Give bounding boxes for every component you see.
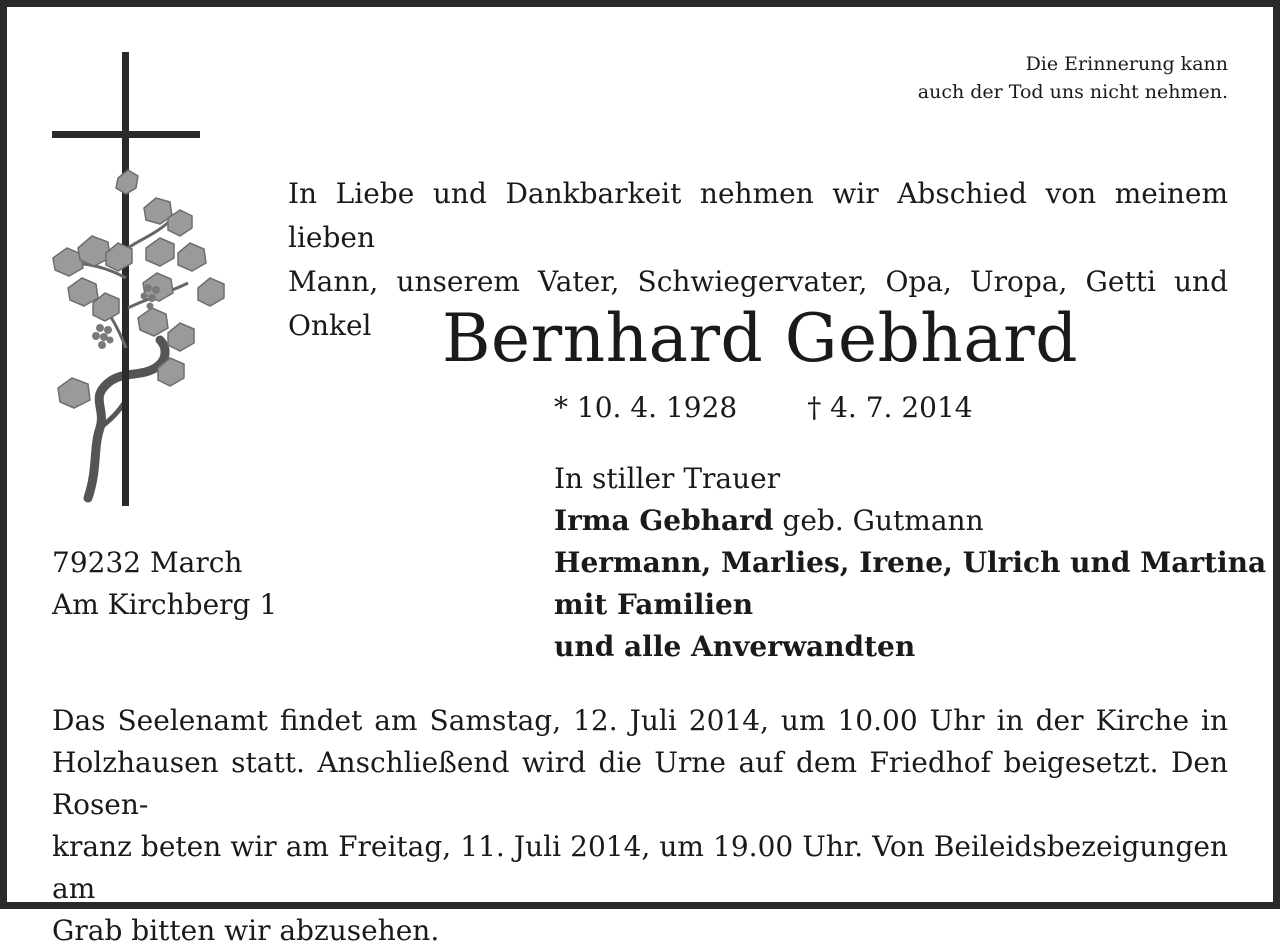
address-block	[52, 542, 277, 626]
intro-line: Mann, unserem Vater, Schwiegervater, Opa, Uropa, Getti und Onkel	[288, 265, 1228, 342]
motto	[918, 50, 1228, 106]
notice-line: kranz beten wir am Freitag, 11. Juli 2014, um 19.00 Uhr. Von Beileidsbezeigungen am	[52, 830, 1228, 905]
intro-line: In Liebe und Dankbarkeit nehmen wir Abschied von meinem lieben	[288, 177, 1228, 254]
address-street: Am Kirchberg 1	[52, 588, 278, 621]
widow-maiden-name: geb. Gutmann	[773, 504, 984, 537]
widow-row	[554, 500, 1266, 542]
mourning-heading: In stiller Trauer	[554, 462, 781, 495]
service-notice	[52, 700, 1228, 952]
children-names: Hermann, Marlies, Irene, Ulrich und Martina	[554, 546, 1267, 579]
address-city: 79232 March	[52, 546, 243, 579]
relatives-row: und alle Anverwandten	[554, 630, 916, 663]
widow-name: Irma Gebhard	[554, 504, 774, 537]
cross-with-grapevine-icon	[48, 48, 238, 510]
motto-line: Die Erinnerung kann	[1025, 53, 1228, 75]
notice-line: Holzhausen statt. Anschließend wird die Urne auf dem Friedhof beigesetzt. Den Rosen-	[52, 746, 1228, 821]
mourners-block	[554, 458, 1266, 668]
death-date: † 4. 7. 2014	[807, 391, 973, 424]
birth-date: * 10. 4. 1928	[554, 391, 738, 424]
life-dates	[554, 386, 973, 430]
notice-line: Grab bitten wir abzusehen.	[52, 914, 440, 947]
deceased-name: Bernhard Gebhard	[442, 300, 1078, 377]
families-row: mit Familien	[554, 588, 754, 621]
notice-line: Das Seelenamt findet am Samstag, 12. Juli 2014, um 10.00 Uhr in der Kirche in	[52, 704, 1228, 737]
motto-line: auch der Tod uns nicht nehmen.	[917, 81, 1228, 103]
